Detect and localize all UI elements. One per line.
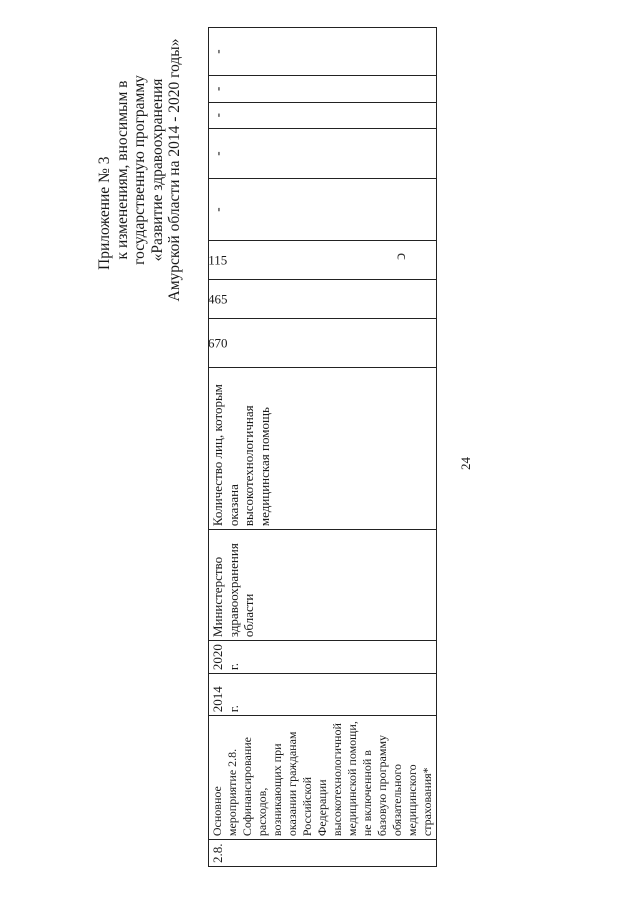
table-row xyxy=(209,28,437,867)
annex-line-3: государственную программу xyxy=(131,75,148,265)
annex-line-2: к изменениям, вносимым в xyxy=(113,80,131,260)
value-cell: - xyxy=(209,128,437,178)
program-table xyxy=(208,27,437,867)
annex-line-1: Приложение № 3 xyxy=(96,156,113,270)
value-cell: 465 xyxy=(209,280,437,319)
annex-line-4: «Развитие здравоохранения xyxy=(148,78,166,262)
value-cell: - xyxy=(209,28,437,76)
annex-line-5: Амурской области на 2014 - 2020 годы» xyxy=(166,38,183,302)
value-cell: 115 xyxy=(209,241,437,280)
value-cell: 670 xyxy=(209,319,437,367)
value-cell: - xyxy=(209,179,437,241)
year-end-cell: 2020 г. xyxy=(209,641,437,674)
page-number: 24 xyxy=(458,457,473,470)
annex-header xyxy=(96,10,184,330)
indicator-cell: Количество лиц, которым оказана высокотехнологичная медицинская помощь xyxy=(209,367,437,530)
handwritten-mark: ↄ xyxy=(392,252,409,260)
value-cell: - xyxy=(209,76,437,102)
year-start-cell: 2014 г. xyxy=(209,674,437,716)
row-number-cell: 2.8. xyxy=(209,840,437,867)
value-cell: - xyxy=(209,102,437,128)
event-name-cell: Основное мероприятие 2.8. Софинансирование расходов, возникающих при оказании гражданам Российской Федерации высокотехнологичной медицинской помощи, не включенной в базовую программу обязательного медицинского страхования* xyxy=(209,716,437,840)
executor-cell: Министерство здравоохранения области xyxy=(209,530,437,641)
